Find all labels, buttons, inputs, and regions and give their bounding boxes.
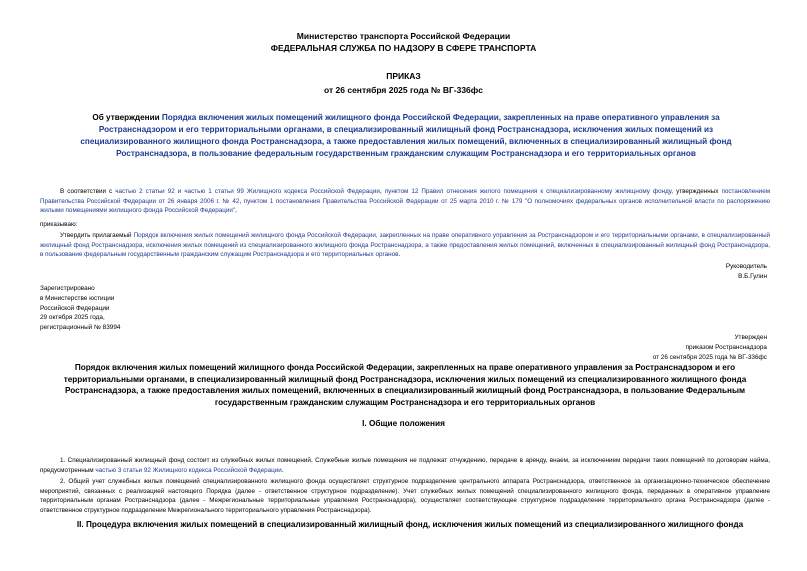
document-header — [0, 30, 807, 54]
registration-line: Российской Федерации — [40, 304, 110, 312]
registration-line: 29 октября 2025 года, — [40, 314, 105, 322]
rules-link[interactable]: пунктом 12 Правил отнесения жилого помещения к специализированному жилищному фонду — [384, 188, 672, 195]
clause-text: . — [281, 466, 284, 474]
order-subject-prefix: Об утверждении — [92, 113, 162, 122]
signer-name: В.Б.Гулин — [738, 272, 767, 280]
preamble-text: В соответствии с — [60, 188, 116, 195]
housing-code-92-3-link[interactable]: частью 3 статьи 92 Жилищного кодекса Российской Федерации — [95, 466, 282, 474]
approved-line: Утвержден — [734, 334, 767, 341]
approve-text: Утвердить прилагаемый — [60, 232, 134, 239]
preamble-text: , утвержденных — [671, 188, 722, 195]
housing-code-link[interactable]: частью 2 статьи 92 и частью 1 статьи 99 Жилищного кодекса Российской Федерации — [115, 188, 380, 195]
approved-line: от 26 сентября 2025 года № ВГ-336фс — [652, 354, 767, 361]
service-name: ФЕДЕРАЛЬНАЯ СЛУЖБА ПО НАДЗОРУ В СФЕРЕ ТРАНСПОРТА — [270, 43, 537, 53]
preamble-paragraph — [40, 187, 770, 216]
preamble-text: , — [379, 188, 385, 195]
section-2-title: II. Процедура включения жилых помещений в специализированный жилищный фонд, исключения жилых помещений из специализированного жилищного фонда — [76, 520, 744, 529]
approve-paragraph — [40, 231, 770, 260]
registration-line: в Министерстве юстиции — [40, 294, 115, 302]
preamble-text: , — [235, 207, 237, 214]
order-subject-link[interactable]: Порядка включения жилых помещений жилищного фонда Российской Федерации, закрепленных на праве оперативного управления за Ространснадзором и его территориальными органами, в специализированный жилищный фонд Ространснадзора, исключения жилых помещений из специализированного жилищного фонда Ространснадзора, а также предоставления жилых помещений, включенных в специализированный жилищный фонд Ространснадзора, в пользование федеральным государственным гражданским служащим Ространснадзора и его территориальных органов — [80, 113, 732, 158]
procedure-title: Порядок включения жилых помещений жилищного фонда Российской Федерации, закрепленных на праве оперативного управления за Ространснадзором и его территориальными органами, в специализированный жилищный фонд Ространснадзора, исключения жилых помещений из специализированного жилищного фонда Ространснадзора, а также предоставления жилых помещений, включенных в специализированный жилищный фонд Ространснадзора, в пользование Федеральным государственным гражданским служащим Ространснадзора и его территориальных органов — [63, 363, 747, 407]
ministry-name: Министерство транспорта Российской Федерации — [296, 31, 511, 41]
order-word: приказываю: — [40, 221, 78, 228]
decree-179-link[interactable]: пунктом 1 постановления Правительства Российской Федерации от 25 марта 2010 г. № 179 "О полномочиях федеральных органов исполнительной власти по распоряжению жилыми помещениями жилищного фонда Российской Федерации" — [40, 197, 771, 214]
order-subject — [56, 112, 756, 160]
preamble-text: , — [239, 197, 244, 205]
section-1-title: I. Общие положения — [362, 418, 445, 428]
document-type: ПРИКАЗ — [386, 71, 421, 81]
signature-block — [726, 262, 767, 281]
approved-block — [653, 333, 767, 363]
signer-position: Руководитель — [725, 263, 767, 270]
decree-42-link[interactable]: постановлением Правительства Российской Федерации от 26 января 2006 г. № 42 — [40, 188, 771, 205]
clause-text: 1. Специализированный жилищный фонд состоит из служебных жилых помещений. Служебные жилые помещения не подлежат отчуждению, передаче в аренду, внаем, за исключением передачи таких помещений по договорам найма, предусмотренным — [40, 457, 770, 474]
clause-1 — [40, 456, 770, 475]
approve-text: . — [398, 251, 401, 258]
registration-line: Зарегистрировано — [40, 285, 95, 292]
clause-2: 2. Общий учет служебных жилых помещений специализированного жилищного фонда осуществляет структурное подразделение центрального аппарата Ространснадзора, ответственное за организационно-техническое обеспечение мероприятий, связанных с реализацией настоящего Порядка (далее - ответственное структурное подразделение). Учет служебных жилых помещений специализированного жилищного фонда, переданных в оперативное управление территориальным органам Ространснадзора (далее - Межрегиональные территориальные управления Ространснадзора), осуществляет соответствующее структурное подразделение территориального органа Ространснадзора (далее - ответственное структурное подразделение Межрегионального территориального управления Ространснадзора). — [40, 478, 770, 514]
approved-line: приказом Ространснадзора — [685, 344, 767, 351]
procedure-link[interactable]: Порядок включения жилых помещений жилищного фонда Российской Федерации, закрепленных на праве оперативного управления за Ространснадзором и его территориальными органами, в специализированный жилищный фонд Ространснадзора, исключения жилых помещений из специализированного жилищного фонда Ространснадзора, а также предоставления жилых помещений, включенных в специализированный жилищный фонд Ространснадзора, в пользование федеральным государственным гражданским служащим Ространснадзора и его территориальных органов — [40, 232, 771, 258]
registration-block — [40, 284, 120, 333]
registration-line: регистрационный № 83994 — [40, 324, 121, 332]
document-date-number: от 26 сентября 2025 года № ВГ-336фс — [324, 85, 483, 95]
